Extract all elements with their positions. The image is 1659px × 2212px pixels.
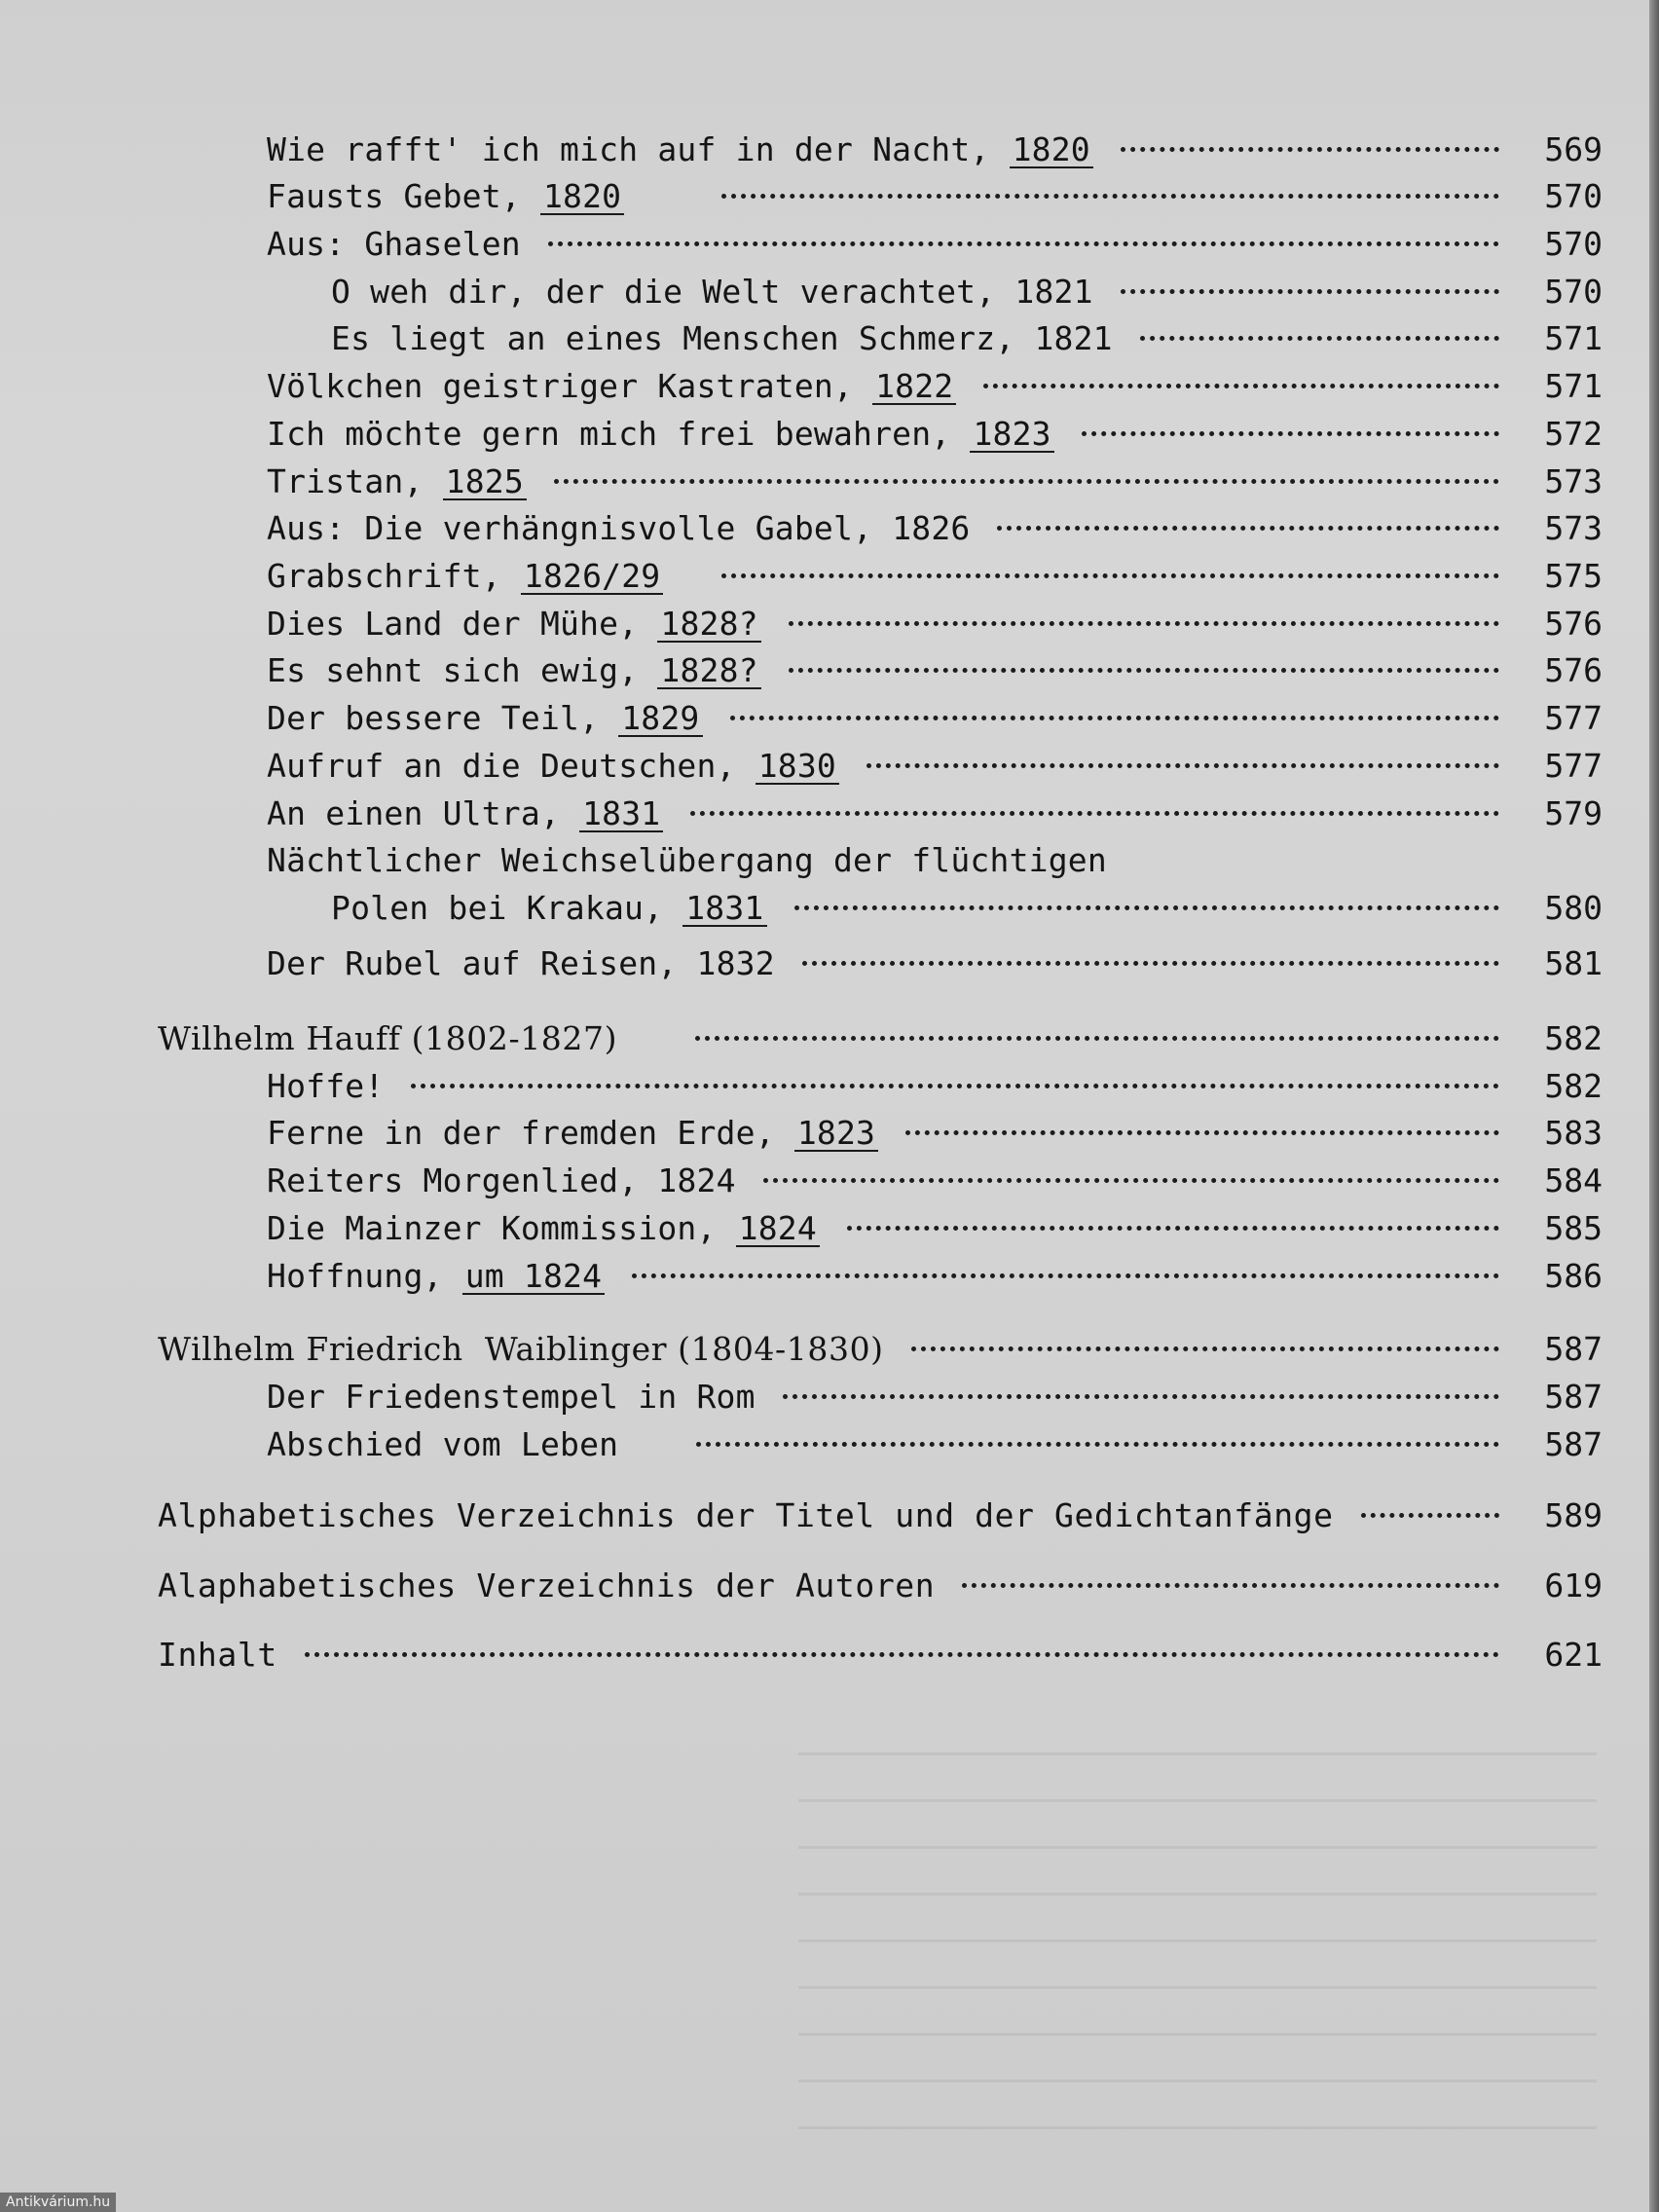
entry-year: 1822 (872, 370, 956, 405)
entry-title: Dies Land der Mühe, (267, 605, 639, 643)
entry-title: Polen bei Krakau, (331, 889, 664, 927)
entry-year: 1823 (970, 418, 1053, 453)
author-name: Wilhelm Friedrich Waiblinger (1804-1830) (158, 1330, 884, 1368)
page-number: 579 (1544, 794, 1603, 832)
entry-title: Hoffnung, (267, 1257, 443, 1295)
page-number: 619 (1544, 1567, 1603, 1604)
toc-entry (0, 365, 1659, 408)
author-heading-waiblinger (0, 1328, 1659, 1371)
page-number: 582 (1544, 1067, 1603, 1105)
entry-title: Nächtlicher Weichselübergang der flüchtigen (267, 841, 1107, 879)
leader-dots (632, 1273, 1499, 1278)
watermark: Antikvárium.hu (0, 2193, 116, 2212)
toc-entry (0, 649, 1659, 692)
page-number: 577 (1544, 699, 1603, 737)
toc-entry (0, 223, 1659, 266)
toc-entry (0, 745, 1659, 788)
page-number: 621 (1544, 1636, 1603, 1674)
page-number: 585 (1544, 1209, 1603, 1247)
entry-title: Tristan, (267, 462, 424, 500)
entry-year: 1830 (756, 750, 839, 785)
author-name: Wilhelm Hauff (1802-1827) (158, 1019, 618, 1057)
author-heading-hauff (0, 1017, 1659, 1060)
page-number: 572 (1544, 415, 1603, 453)
leader-dots (763, 1178, 1499, 1183)
leader-dots (1082, 431, 1499, 436)
entry-title: Der bessere Teil, (267, 699, 600, 737)
toc-entry (0, 271, 1659, 313)
page-number: 589 (1544, 1496, 1603, 1534)
toc-entry (0, 1255, 1659, 1298)
page-number: 569 (1544, 130, 1603, 168)
page-number: 581 (1544, 944, 1603, 982)
toc-entry (0, 555, 1659, 598)
page-number: 583 (1544, 1114, 1603, 1152)
leader-dots (789, 621, 1499, 626)
toc-entry (0, 697, 1659, 740)
page-number: 575 (1544, 557, 1603, 595)
entry-title: Aus: Ghaselen (267, 225, 521, 263)
entry-title: Ferne in der fremden Erde, (267, 1114, 775, 1152)
toc-entry (0, 1065, 1659, 1108)
entry-year: 1824 (736, 1212, 820, 1247)
toc-entry (0, 129, 1659, 171)
entry-year: 1826 (892, 509, 971, 547)
leader-dots (847, 1226, 1499, 1231)
page-number: 582 (1544, 1019, 1603, 1057)
entry-year: 1828? (657, 608, 760, 643)
entry-title: An einen Ultra, (267, 794, 561, 832)
leader-dots (696, 1442, 1499, 1447)
page-number: 571 (1544, 367, 1603, 405)
page-number: 584 (1544, 1161, 1603, 1199)
leader-dots (721, 573, 1499, 578)
entry-title: Aus: Die verhängnisvolle Gabel, (267, 509, 873, 547)
toc-entry (0, 793, 1659, 835)
page-number: 587 (1544, 1378, 1603, 1416)
leader-dots (730, 716, 1499, 720)
entry-title: Der Rubel auf Reisen, (267, 944, 678, 982)
leader-dots (721, 194, 1499, 199)
entry-year: 1826/29 (521, 560, 663, 595)
leader-dots (997, 526, 1499, 531)
leader-dots (690, 811, 1499, 816)
toc-entry (0, 1112, 1659, 1155)
entry-title: Es sehnt sich ewig, (267, 651, 639, 689)
leader-dots (305, 1652, 1499, 1657)
toc-entry (0, 603, 1659, 645)
leader-dots (1121, 289, 1499, 294)
toc-entry (0, 942, 1659, 985)
entry-year: um 1824 (462, 1260, 605, 1295)
entry-year: 1832 (696, 944, 775, 982)
entry-title: Reiters Morgenlied, (267, 1161, 639, 1199)
leader-dots (983, 384, 1499, 388)
toc-entry (0, 413, 1659, 456)
entry-title: O weh dir, der die Welt verachtet, (331, 273, 996, 311)
page-number: 570 (1544, 225, 1603, 263)
toc-entry (0, 887, 1659, 930)
entry-year: 1820 (1010, 133, 1093, 168)
page-number: 587 (1544, 1425, 1603, 1463)
leader-dots (1140, 336, 1499, 341)
entry-title: Aufruf an die Deutschen, (267, 747, 736, 785)
page-number: 573 (1544, 509, 1603, 547)
leader-dots (548, 241, 1499, 246)
toc-entry (0, 317, 1659, 360)
entry-year: 1823 (794, 1117, 878, 1152)
leader-dots (411, 1084, 1499, 1088)
page-number: 570 (1544, 177, 1603, 215)
leader-dots (911, 1346, 1499, 1351)
leader-dots (905, 1130, 1499, 1135)
leader-dots (789, 668, 1499, 673)
toc-entry (0, 175, 1659, 218)
entry-title: Ich möchte gern mich frei bewahren, (267, 415, 951, 453)
entry-title: Inhalt (158, 1636, 277, 1674)
leader-dots (554, 479, 1499, 484)
page-number: 580 (1544, 889, 1603, 927)
entry-year: 1825 (443, 465, 527, 500)
entry-year: 1831 (579, 797, 663, 832)
page-number: 587 (1544, 1330, 1603, 1368)
entry-title: Alaphabetisches Verzeichnis der Autoren (158, 1567, 936, 1604)
entry-year: 1820 (540, 180, 624, 215)
leader-dots (794, 905, 1499, 910)
entry-year: 1829 (618, 702, 702, 737)
entry-year: 1831 (682, 892, 766, 927)
index-titles-entry (0, 1494, 1659, 1537)
entry-title: Abschied vom Leben (267, 1425, 619, 1463)
entry-title: Die Mainzer Kommission, (267, 1209, 717, 1247)
page-number: 586 (1544, 1257, 1603, 1295)
page-number: 570 (1544, 273, 1603, 311)
toc-entry (0, 1207, 1659, 1250)
entry-title: Der Friedenstempel in Rom (267, 1378, 756, 1416)
index-authors-entry (0, 1565, 1659, 1607)
toc-entry (0, 461, 1659, 503)
entry-title: Wie rafft' ich mich auf in der Nacht, (267, 130, 990, 168)
bleed-through-text (798, 1752, 1597, 2161)
entry-year: 1821 (1034, 319, 1113, 357)
toc-entry (0, 1423, 1659, 1466)
leader-dots (1361, 1513, 1499, 1518)
leader-dots (695, 1036, 1499, 1041)
leader-dots (783, 1394, 1499, 1399)
toc-entry (0, 507, 1659, 550)
entry-title: Hoffe! (267, 1067, 385, 1105)
entry-title: Alphabetisches Verzeichnis der Titel und der Gedichtanfänge (158, 1496, 1334, 1534)
leader-dots (1121, 147, 1499, 152)
entry-year: 1824 (657, 1161, 736, 1199)
contents-entry (0, 1634, 1659, 1677)
leader-dots (866, 763, 1499, 768)
page-number: 571 (1544, 319, 1603, 357)
entry-title: Fausts Gebet, (267, 177, 521, 215)
entry-title: Es liegt an eines Menschen Schmerz, (331, 319, 1015, 357)
entry-title: Völkchen geistriger Kastraten, (267, 367, 854, 405)
entry-year: 1828? (657, 654, 760, 689)
page-number: 576 (1544, 651, 1603, 689)
toc-entry (0, 839, 1659, 882)
page-number: 573 (1544, 462, 1603, 500)
entry-title: Grabschrift, (267, 557, 501, 595)
page-number: 577 (1544, 747, 1603, 785)
leader-dots (802, 961, 1499, 966)
page-number: 576 (1544, 605, 1603, 643)
leader-dots (962, 1583, 1499, 1588)
entry-year: 1821 (1014, 273, 1093, 311)
toc-entry (0, 1160, 1659, 1202)
toc-entry (0, 1376, 1659, 1419)
